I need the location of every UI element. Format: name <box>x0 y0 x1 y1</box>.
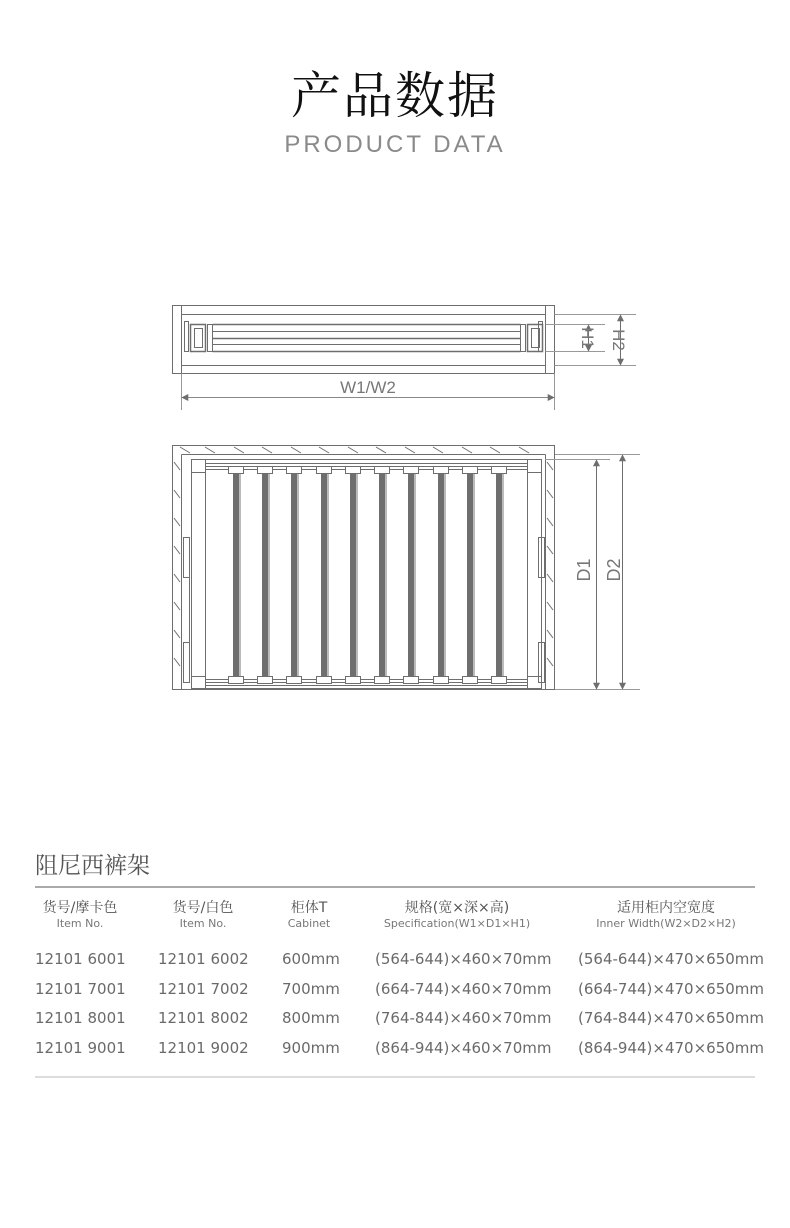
item-no-mocha: 12101 7001 <box>35 980 126 998</box>
trouser-rods <box>229 467 507 684</box>
column-header-en: Cabinet <box>287 917 331 930</box>
width-dimension-label: W1/W2 <box>340 378 396 397</box>
column-header-zh: 适用柜内空宽度 <box>617 900 715 916</box>
cabinet-size: 700mm <box>282 980 340 998</box>
plan-view-drawing <box>173 446 641 690</box>
column-header-specification <box>372 899 542 931</box>
inner-width: (564-644)×470×650mm <box>578 950 764 968</box>
column-header-zh: 货号/摩卡色 <box>42 900 118 916</box>
product-name: 阻尼西裤架 <box>35 853 150 879</box>
column-header-zh: 规格(宽×深×高) <box>404 900 510 916</box>
d2-dimension-label: D2 <box>604 558 624 582</box>
item-no-mocha: 12101 9001 <box>35 1039 126 1057</box>
specification: (664-744)×460×70mm <box>375 980 552 998</box>
column-header-en: Item No. <box>179 917 227 930</box>
front-view-drawing <box>173 306 637 411</box>
h1-dimension-label: H1 <box>578 327 597 349</box>
specification: (764-844)×460×70mm <box>375 1009 552 1027</box>
item-no-mocha: 12101 6001 <box>35 950 126 968</box>
cabinet-size: 600mm <box>282 950 340 968</box>
column-header-cabinet <box>270 899 348 931</box>
column-header-en: Item No. <box>56 917 104 930</box>
page-title: 产品数据 <box>291 67 499 125</box>
item-no-white: 12101 9002 <box>158 1039 249 1057</box>
inner-width: (664-744)×470×650mm <box>578 980 764 998</box>
inner-width: (864-944)×470×650mm <box>578 1039 764 1057</box>
table-top-divider <box>35 886 755 888</box>
table-bottom-divider <box>35 1076 755 1078</box>
item-no-white: 12101 8002 <box>158 1009 249 1027</box>
column-header-item-mocha <box>35 899 125 931</box>
d1-dimension-label: D1 <box>574 558 594 582</box>
item-no-white: 12101 6002 <box>158 950 249 968</box>
cabinet-size: 900mm <box>282 1039 340 1057</box>
h2-dimension-label: H2 <box>609 329 628 351</box>
column-header-item-white <box>158 899 248 931</box>
column-header-inner-width <box>576 899 756 931</box>
specification: (864-944)×460×70mm <box>375 1039 552 1057</box>
column-header-zh: 货号/白色 <box>172 900 234 916</box>
column-header-en: Inner Width(W2×D2×H2) <box>596 917 736 930</box>
column-header-en: Specification(W1×D1×H1) <box>383 917 531 930</box>
item-no-mocha: 12101 8001 <box>35 1009 126 1027</box>
column-header-zh: 柜体T <box>290 900 328 916</box>
inner-width: (764-844)×470×650mm <box>578 1009 764 1027</box>
page-subtitle: PRODUCT DATA <box>284 131 506 158</box>
specification: (564-644)×460×70mm <box>375 950 552 968</box>
cabinet-size: 800mm <box>282 1009 340 1027</box>
item-no-white: 12101 7002 <box>158 980 249 998</box>
